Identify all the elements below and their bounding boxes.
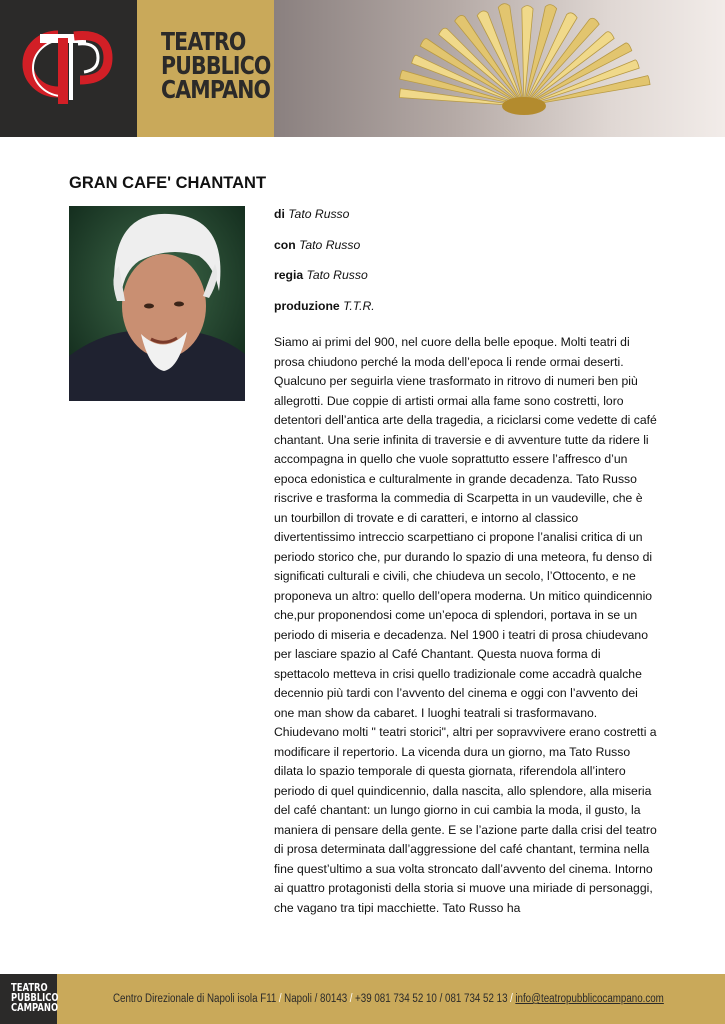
footer-logo[interactable] [0, 974, 57, 1024]
footer-logo-line: PUBBLICO [11, 992, 59, 1004]
credit-label: con [274, 237, 296, 252]
credit-production [274, 298, 375, 329]
credit-value: T.T.R. [343, 298, 375, 313]
credit-director [274, 267, 375, 298]
show-description: Siamo ai primi del 900, nel cuore della belle epoque. Molti teatri di prosa chiudono perché la moda dell’epoca li rende ormai deserti. Qualcuno per seguirla viene trasformato in ritrovo di numeri ben più allegrotti. Due coppie di artisti ormai alla fame sono costretti, loro detentori dell’antica arte della tragedia, a riciclarsi come vedette di café chantant. Una serie infinita di traversie e di avventure tutte da ridere li accompagna in quello che vuole soprattutto essere l’affresco d’un epoca edonistica e culturalmente in grande decadenza. Tato Russo riscrive e trasforma la commedia di Scarpetta in un vaudeville, che è un tourbillon di trovate e di caratteri, e intorno al classico divertentissimo intreccio scarpettiano ci propone l’analisi critica di un periodo storico che, pur durando lo spazio di una meteora, fu denso di significati culturali e civili, che chiudeva un secolo, l’Ottocento, e ne proponeva un altro: quello dell’opera moderna. Un mitico quindicennio che,pur proponendosi come un’epoca di splendori, portava in se un periodo di miseria e decadenza. Nel 1900 i teatri di prosa chiudevano per lasciare spazio al Café Chantant. Questa nuova forma di spettacolo metteva in crisi quello tradizionale come accadrà qualche decennio più tardi con l’avvento del cinema e oggi con l’avvento dei one man show da cabaret. I luoghi teatrali si trasformavano. Chiudevano molti " teatri storici", altri per sopravvivere erano costretti a modificare il repertorio. La vicenda dura un giorno, ma Tato Russo dilata lo spazio temporale di questa giornata, riferendola all’intero periodo di quel quindicennio, dalla nascita, allo splendore, alla miseria del café chantant: un lungo giorno in cui cambia la moda, il gusto, la maniera di pensare della gente. E se l’azione parte dalla crisi del teatro di prosa determinata dall’aggressione del café chantant, termina nella fine quest’ultimo a sua volta stroncato dall’avvento del cinema. Intorno ai quattro protagonisti della storia si muove una miriade di personaggi, che vagano tra tipi macchiette. Tato Russo ha [274, 335, 657, 915]
separator: / [349, 993, 353, 1005]
fan-icon [274, 0, 725, 137]
credit-label: regia [274, 268, 304, 282]
email-link[interactable]: info@teatropubblicocampano.com [515, 993, 664, 1005]
credit-cast [274, 237, 375, 268]
credit-value: Tato Russo [306, 268, 368, 282]
credit-value: Tato Russo [288, 207, 350, 221]
separator: / [278, 993, 282, 1005]
header-banner [274, 0, 725, 137]
phone: +39 081 734 52 10 / 081 734 52 13 [355, 993, 508, 1005]
page-title: GRAN CAFE' CHANTANT [69, 174, 267, 192]
city: Napoli / 80143 [284, 993, 348, 1005]
header [0, 0, 725, 137]
footer-logo-line: TEATRO [11, 982, 48, 994]
separator: / [510, 993, 513, 1005]
portrait-icon [69, 206, 245, 401]
credits-list [274, 206, 375, 328]
tp-monogram-icon [0, 0, 137, 137]
logo-line: TEATRO [161, 27, 246, 56]
credit-label: produzione [274, 298, 340, 313]
logo-line: PUBBLICO [161, 51, 271, 80]
theatre-logo[interactable] [0, 0, 137, 137]
logo-line: CAMPANO [161, 75, 271, 104]
footer [0, 974, 725, 1024]
credit-value: Tato Russo [299, 237, 361, 252]
author-photo [69, 206, 245, 401]
contact-info [113, 993, 664, 1005]
credit-label: di [274, 207, 285, 221]
footer-logo-line: CAMPANO [11, 1002, 59, 1014]
credit-author [274, 206, 375, 237]
theatre-name [137, 0, 274, 137]
address: Centro Direzionale di Napoli isola F11 [113, 993, 277, 1005]
